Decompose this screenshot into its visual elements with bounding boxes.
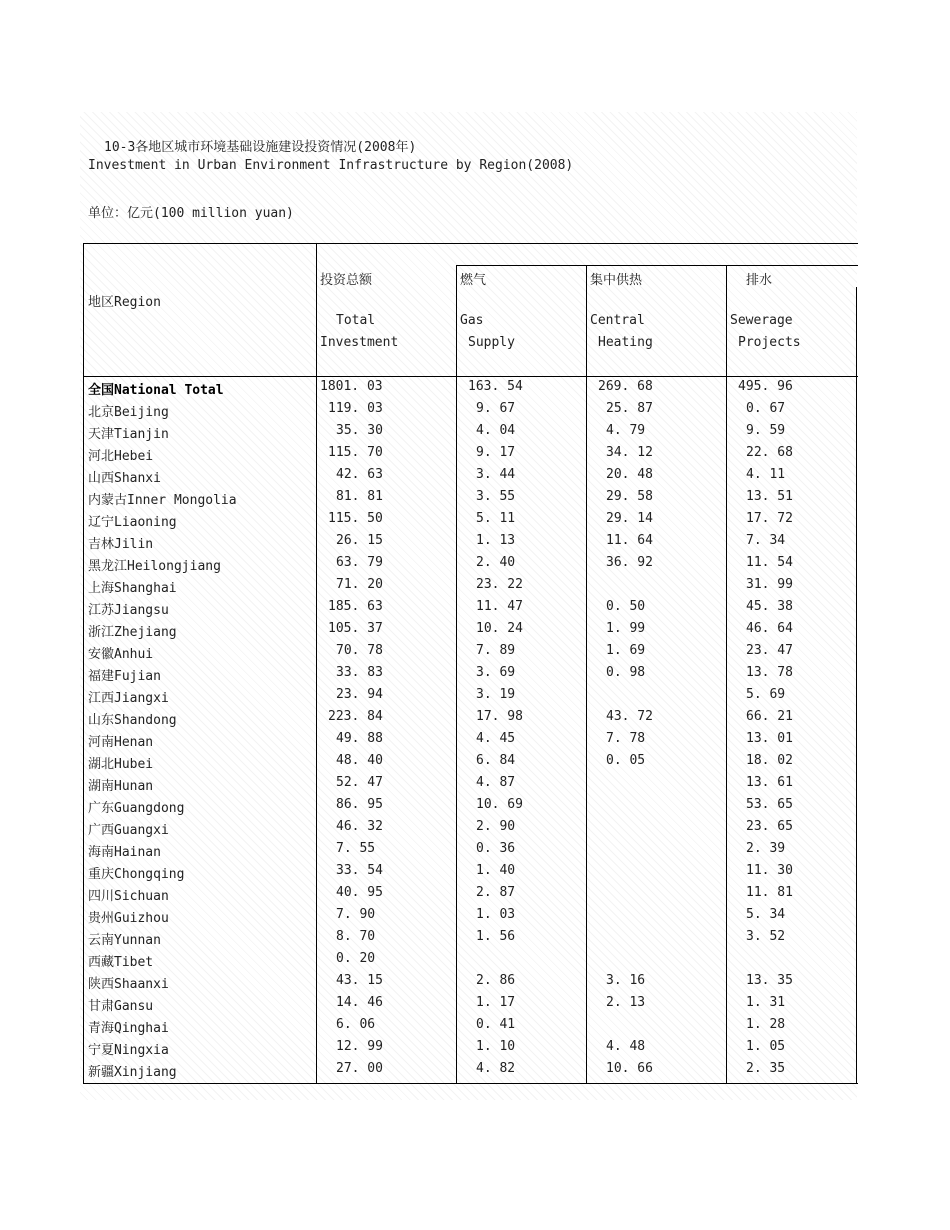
cell-total: 27. 00 bbox=[336, 1061, 383, 1076]
cell-heating: 10. 66 bbox=[606, 1061, 653, 1076]
cell-gas: 2. 40 bbox=[476, 555, 516, 570]
cell-gas: 17. 98 bbox=[476, 709, 523, 724]
cell-total: 6. 06 bbox=[336, 1017, 376, 1032]
table-row bbox=[83, 577, 858, 599]
cell-sewerage: 23. 65 bbox=[746, 819, 793, 834]
cell-heating: 4. 79 bbox=[606, 423, 646, 438]
cell-region: 贵州Guizhou bbox=[88, 911, 169, 926]
cell-sewerage: 7. 34 bbox=[746, 533, 786, 548]
cell-total: 119. 03 bbox=[328, 401, 383, 416]
cell-total: 115. 50 bbox=[328, 511, 383, 526]
cell-region: 四川Sichuan bbox=[88, 889, 169, 904]
cell-total: 49. 88 bbox=[336, 731, 383, 746]
cell-heating: 29. 58 bbox=[606, 489, 653, 504]
cell-sewerage: 0. 67 bbox=[746, 401, 786, 416]
table-row bbox=[83, 445, 858, 467]
table-title-chinese: 10-3各地区城市环境基础设施建设投资情况(2008年) bbox=[104, 140, 417, 155]
cell-heating: 20. 48 bbox=[606, 467, 653, 482]
cell-sewerage: 13. 78 bbox=[746, 665, 793, 680]
cell-gas: 2. 87 bbox=[476, 885, 516, 900]
cell-region: 河北Hebei bbox=[88, 449, 154, 464]
table-row bbox=[83, 1061, 858, 1083]
cell-region: 北京Beijing bbox=[88, 405, 169, 420]
cell-gas: 9. 17 bbox=[476, 445, 516, 460]
table-row bbox=[83, 775, 858, 797]
table-row bbox=[83, 731, 858, 753]
table-bottom-border bbox=[83, 1083, 858, 1084]
cell-heating: 0. 05 bbox=[606, 753, 646, 768]
header-sew-en2: Projects bbox=[738, 335, 801, 350]
cell-gas: 4. 82 bbox=[476, 1061, 516, 1076]
table-row bbox=[83, 819, 858, 841]
cell-sewerage: 31. 99 bbox=[746, 577, 793, 592]
cell-sewerage: 45. 38 bbox=[746, 599, 793, 614]
cell-heating: 7. 78 bbox=[606, 731, 646, 746]
cell-region: 河南Henan bbox=[88, 735, 154, 750]
cell-gas: 10. 24 bbox=[476, 621, 523, 636]
cell-sewerage: 5. 34 bbox=[746, 907, 786, 922]
header-heat-cn: 集中供热 bbox=[590, 273, 643, 288]
cell-gas: 4. 04 bbox=[476, 423, 516, 438]
cell-gas: 7. 89 bbox=[476, 643, 516, 658]
cell-total: 8. 70 bbox=[336, 929, 376, 944]
cell-region: 黑龙江Heilongjiang bbox=[88, 559, 221, 574]
cell-sewerage: 53. 65 bbox=[746, 797, 793, 812]
cell-sewerage: 1. 31 bbox=[746, 995, 786, 1010]
cell-sewerage: 11. 81 bbox=[746, 885, 793, 900]
cell-total: 7. 90 bbox=[336, 907, 376, 922]
cell-heating: 1. 69 bbox=[606, 643, 646, 658]
header-gas-en2: Supply bbox=[468, 335, 515, 350]
cell-sewerage: 13. 35 bbox=[746, 973, 793, 988]
cell-sewerage: 11. 54 bbox=[746, 555, 793, 570]
cell-gas: 9. 67 bbox=[476, 401, 516, 416]
cell-gas: 2. 90 bbox=[476, 819, 516, 834]
cell-sewerage: 9. 59 bbox=[746, 423, 786, 438]
cell-gas: 0. 41 bbox=[476, 1017, 516, 1032]
cell-region: 广西Guangxi bbox=[88, 823, 169, 838]
table-row bbox=[83, 951, 858, 973]
cell-region: 海南Hainan bbox=[88, 845, 161, 860]
cell-gas: 0. 36 bbox=[476, 841, 516, 856]
cell-gas: 4. 87 bbox=[476, 775, 516, 790]
cell-region: 全国National Total bbox=[88, 383, 224, 398]
cell-region: 安徽Anhui bbox=[88, 647, 154, 662]
cell-gas: 3. 19 bbox=[476, 687, 516, 702]
cell-gas: 163. 54 bbox=[468, 379, 523, 394]
cell-sewerage: 18. 02 bbox=[746, 753, 793, 768]
table-row bbox=[83, 533, 858, 555]
cell-heating: 269. 68 bbox=[598, 379, 653, 394]
cell-sewerage: 3. 52 bbox=[746, 929, 786, 944]
cell-heating: 0. 50 bbox=[606, 599, 646, 614]
cell-sewerage: 13. 61 bbox=[746, 775, 793, 790]
cell-heating: 3. 16 bbox=[606, 973, 646, 988]
cell-gas: 2. 86 bbox=[476, 973, 516, 988]
table-row bbox=[83, 1039, 858, 1061]
table-row bbox=[83, 665, 858, 687]
header-total-en2: Investment bbox=[320, 335, 399, 350]
cell-sewerage: 23. 47 bbox=[746, 643, 793, 658]
table-row bbox=[83, 797, 858, 819]
table-row bbox=[83, 423, 858, 445]
table-title-english: Investment in Urban Environment Infrastructure by Region(2008) bbox=[88, 158, 574, 173]
cell-heating: 4. 48 bbox=[606, 1039, 646, 1054]
cell-region: 浙江Zhejiang bbox=[88, 625, 177, 640]
header-total-cn: 投资总额 bbox=[320, 273, 373, 288]
table-row bbox=[83, 467, 858, 489]
cell-total: 46. 32 bbox=[336, 819, 383, 834]
cell-heating: 0. 98 bbox=[606, 665, 646, 680]
table-row bbox=[83, 489, 858, 511]
cell-sewerage: 46. 64 bbox=[746, 621, 793, 636]
cell-total: 70. 78 bbox=[336, 643, 383, 658]
cell-total: 185. 63 bbox=[328, 599, 383, 614]
table-row bbox=[83, 709, 858, 731]
cell-total: 71. 20 bbox=[336, 577, 383, 592]
header-gas-en1: Gas bbox=[460, 313, 484, 328]
cell-region: 江西Jiangxi bbox=[88, 691, 169, 706]
table-row bbox=[83, 841, 858, 863]
cell-total: 35. 30 bbox=[336, 423, 383, 438]
cell-sewerage: 495. 96 bbox=[738, 379, 793, 394]
table-row bbox=[83, 929, 858, 951]
investment-table bbox=[83, 243, 858, 1084]
cell-total: 223. 84 bbox=[328, 709, 383, 724]
cell-heating: 11. 64 bbox=[606, 533, 653, 548]
cell-total: 33. 54 bbox=[336, 863, 383, 878]
cell-region: 江苏Jiangsu bbox=[88, 603, 169, 618]
subheader-top-border bbox=[456, 265, 858, 266]
cell-total: 0. 20 bbox=[336, 951, 376, 966]
cell-total: 43. 15 bbox=[336, 973, 383, 988]
header-gas-cn: 燃气 bbox=[460, 273, 487, 288]
header-sew-en1: Sewerage bbox=[730, 313, 793, 328]
cell-heating: 1. 99 bbox=[606, 621, 646, 636]
table-row bbox=[83, 885, 858, 907]
cell-region: 广东Guangdong bbox=[88, 801, 185, 816]
cell-total: 42. 63 bbox=[336, 467, 383, 482]
cell-region: 湖南Hunan bbox=[88, 779, 154, 794]
header-heat-en1: Central bbox=[590, 313, 645, 328]
cell-heating: 36. 92 bbox=[606, 555, 653, 570]
cell-total: 86. 95 bbox=[336, 797, 383, 812]
cell-heating: 25. 87 bbox=[606, 401, 653, 416]
header-sew-cn: 排水 bbox=[746, 273, 773, 288]
cell-gas: 3. 44 bbox=[476, 467, 516, 482]
cell-region: 湖北Hubei bbox=[88, 757, 154, 772]
cell-total: 48. 40 bbox=[336, 753, 383, 768]
header-bottom-border bbox=[83, 376, 858, 377]
cell-gas: 1. 03 bbox=[476, 907, 516, 922]
cell-gas: 3. 69 bbox=[476, 665, 516, 680]
table-row bbox=[83, 863, 858, 885]
table-row bbox=[83, 753, 858, 775]
cell-total: 52. 47 bbox=[336, 775, 383, 790]
cell-heating: 2. 13 bbox=[606, 995, 646, 1010]
table-row bbox=[83, 995, 858, 1017]
cell-gas: 5. 11 bbox=[476, 511, 516, 526]
cell-total: 14. 46 bbox=[336, 995, 383, 1010]
cell-total: 81. 81 bbox=[336, 489, 383, 504]
cell-sewerage: 2. 39 bbox=[746, 841, 786, 856]
cell-region: 陕西Shaanxi bbox=[88, 977, 169, 992]
table-row bbox=[83, 973, 858, 995]
table-top-border bbox=[83, 243, 858, 244]
cell-sewerage: 13. 51 bbox=[746, 489, 793, 504]
cell-total: 115. 70 bbox=[328, 445, 383, 460]
cell-sewerage: 1. 05 bbox=[746, 1039, 786, 1054]
cell-sewerage: 17. 72 bbox=[746, 511, 793, 526]
cell-gas: 1. 17 bbox=[476, 995, 516, 1010]
header-region: 地区Region bbox=[88, 295, 161, 310]
cell-sewerage: 5. 69 bbox=[746, 687, 786, 702]
cell-gas: 1. 40 bbox=[476, 863, 516, 878]
cell-region: 上海Shanghai bbox=[88, 581, 177, 596]
cell-gas: 3. 55 bbox=[476, 489, 516, 504]
unit-label: 单位：亿元(100 million yuan) bbox=[88, 206, 294, 221]
cell-gas: 6. 84 bbox=[476, 753, 516, 768]
cell-sewerage: 11. 30 bbox=[746, 863, 793, 878]
cell-region: 云南Yunnan bbox=[88, 933, 161, 948]
cell-total: 33. 83 bbox=[336, 665, 383, 680]
cell-gas: 1. 13 bbox=[476, 533, 516, 548]
cell-region: 山东Shandong bbox=[88, 713, 177, 728]
table-row bbox=[83, 555, 858, 577]
table-row bbox=[83, 687, 858, 709]
cell-total: 7. 55 bbox=[336, 841, 376, 856]
cell-total: 40. 95 bbox=[336, 885, 383, 900]
cell-gas: 1. 56 bbox=[476, 929, 516, 944]
table-row bbox=[83, 907, 858, 929]
cell-sewerage: 4. 11 bbox=[746, 467, 786, 482]
cell-heating: 34. 12 bbox=[606, 445, 653, 460]
cell-region: 天津Tianjin bbox=[88, 427, 169, 442]
cell-region: 辽宁Liaoning bbox=[88, 515, 177, 530]
header-total-en1: Total bbox=[336, 313, 376, 328]
cell-sewerage: 13. 01 bbox=[746, 731, 793, 746]
table-row bbox=[83, 1017, 858, 1039]
cell-gas: 1. 10 bbox=[476, 1039, 516, 1054]
cell-region: 福建Fujian bbox=[88, 669, 161, 684]
cell-region: 青海Qinghai bbox=[88, 1021, 169, 1036]
cell-heating: 43. 72 bbox=[606, 709, 653, 724]
table-row bbox=[83, 621, 858, 643]
cell-heating: 29. 14 bbox=[606, 511, 653, 526]
cell-region: 新疆Xinjiang bbox=[88, 1065, 177, 1080]
cell-region: 山西Shanxi bbox=[88, 471, 161, 486]
cell-gas: 11. 47 bbox=[476, 599, 523, 614]
cell-gas: 23. 22 bbox=[476, 577, 523, 592]
cell-total: 12. 99 bbox=[336, 1039, 383, 1054]
cell-sewerage: 2. 35 bbox=[746, 1061, 786, 1076]
table-row-national-total bbox=[83, 379, 858, 401]
cell-region: 宁夏Ningxia bbox=[88, 1043, 169, 1058]
header-heat-en2: Heating bbox=[598, 335, 653, 350]
cell-gas: 4. 45 bbox=[476, 731, 516, 746]
cell-total: 63. 79 bbox=[336, 555, 383, 570]
cell-gas: 10. 69 bbox=[476, 797, 523, 812]
cell-total: 105. 37 bbox=[328, 621, 383, 636]
cell-total: 26. 15 bbox=[336, 533, 383, 548]
cell-total: 1801. 03 bbox=[320, 379, 383, 394]
cell-region: 甘肃Gansu bbox=[88, 999, 154, 1014]
table-row bbox=[83, 401, 858, 423]
cell-region: 西藏Tibet bbox=[88, 955, 154, 970]
cell-sewerage: 1. 28 bbox=[746, 1017, 786, 1032]
table-row bbox=[83, 643, 858, 665]
cell-sewerage: 66. 21 bbox=[746, 709, 793, 724]
cell-region: 重庆Chongqing bbox=[88, 867, 185, 882]
table-row bbox=[83, 599, 858, 621]
cell-total: 23. 94 bbox=[336, 687, 383, 702]
cell-region: 内蒙古Inner Mongolia bbox=[88, 493, 237, 508]
cell-sewerage: 22. 68 bbox=[746, 445, 793, 460]
cell-region: 吉林Jilin bbox=[88, 537, 154, 552]
table-row bbox=[83, 511, 858, 533]
